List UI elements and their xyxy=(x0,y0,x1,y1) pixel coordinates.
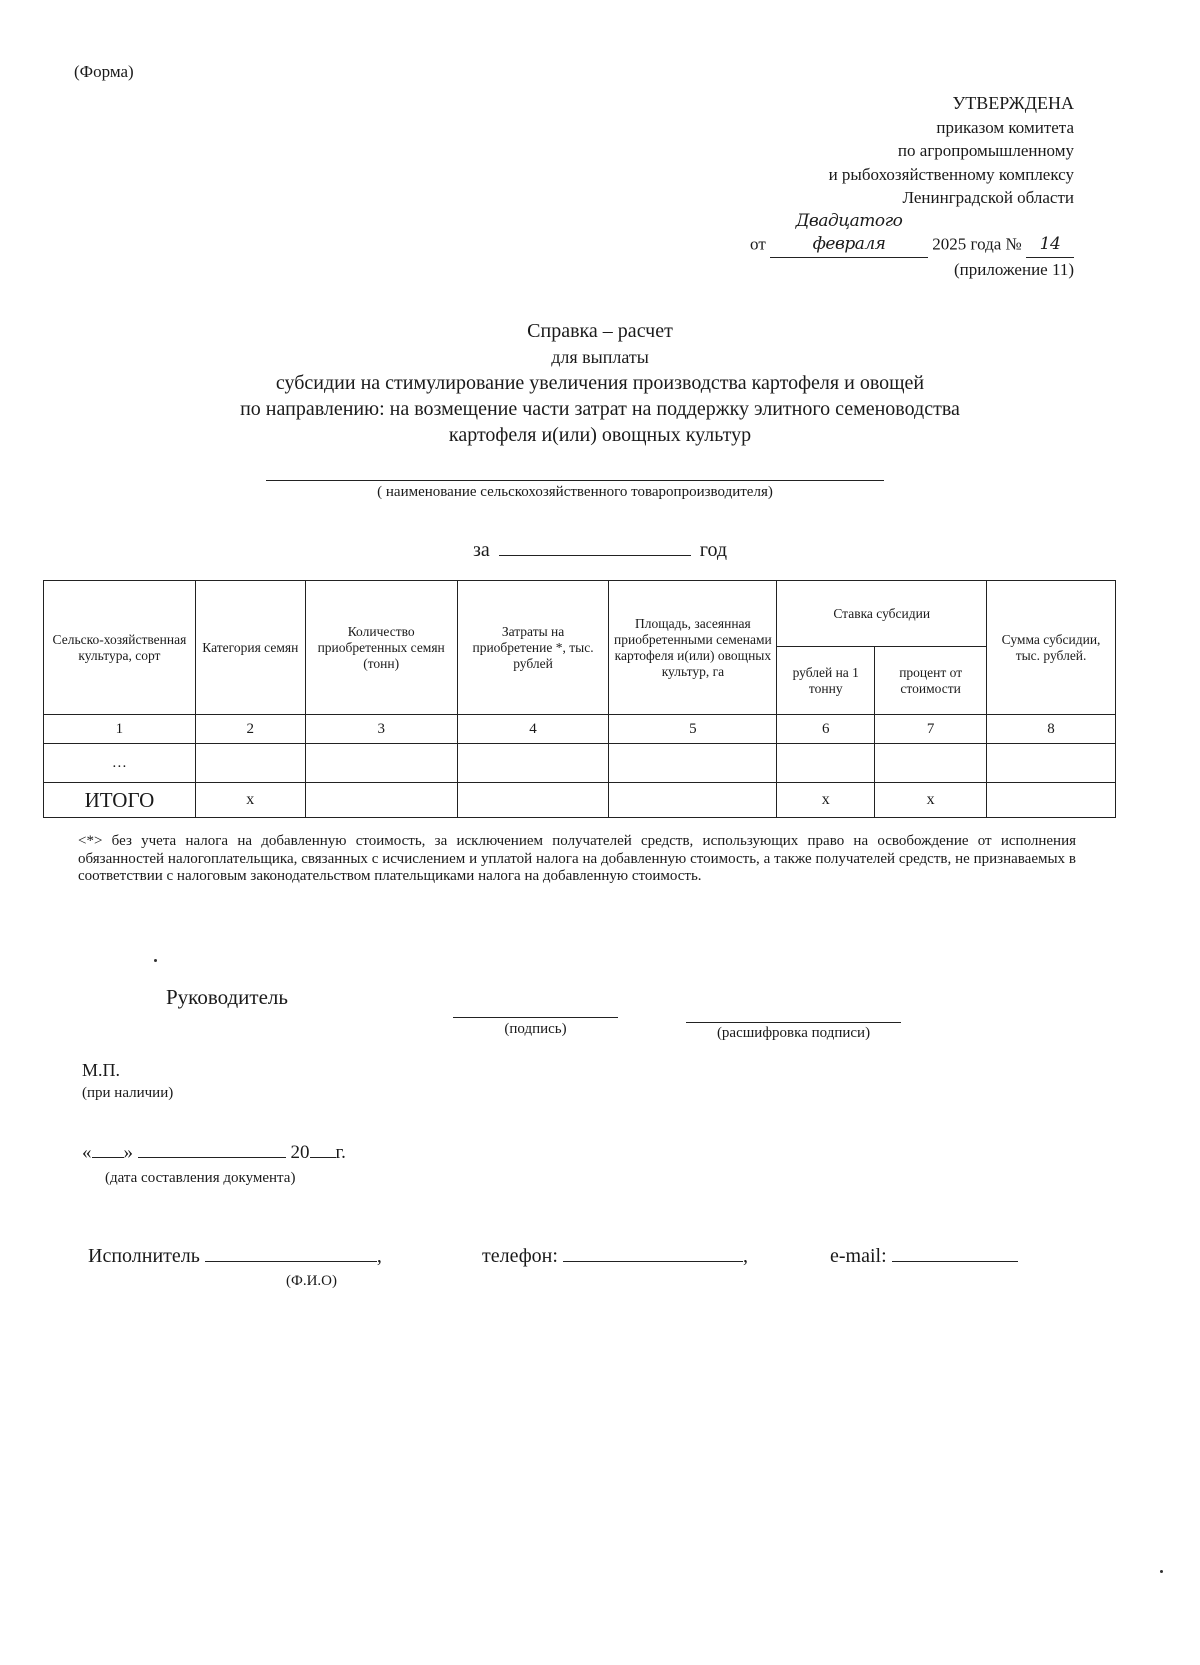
column-number: 5 xyxy=(609,715,777,744)
year-text: 2025 года № xyxy=(932,234,1022,253)
title-line: для выплаты xyxy=(551,347,649,367)
stamp-label: М.П. xyxy=(82,1060,121,1080)
table-row xyxy=(44,744,1116,783)
email-label: e-mail: xyxy=(830,1245,887,1267)
table-cell[interactable] xyxy=(777,744,875,783)
approval-line: приказом комитета xyxy=(936,117,1074,137)
head-label: Руководитель xyxy=(166,985,288,1009)
fio-caption: (Ф.И.О) xyxy=(286,1273,338,1289)
table-cell[interactable]: … xyxy=(44,744,196,783)
column-number: 1 xyxy=(44,715,196,744)
approval-line: по агропромышленному xyxy=(897,141,1074,160)
document-title xyxy=(0,318,1200,448)
phone-line: телефон: , xyxy=(482,1245,748,1267)
header-area: Площадь, засеянная приобретенными семенами картофеля и(или) овощных культур, га xyxy=(609,581,777,715)
approval-line: Ленинградской области xyxy=(902,188,1074,207)
producer-name-field[interactable] xyxy=(266,480,884,481)
handwritten-order-number: 14 xyxy=(1026,233,1074,258)
day-field[interactable] xyxy=(92,1142,124,1158)
title-line: картофеля и(или) овощных культур xyxy=(448,424,752,446)
table-cell[interactable] xyxy=(609,783,777,818)
header-quantity: Количество приобретенных семян (тонн) xyxy=(305,581,457,715)
executor-field[interactable] xyxy=(205,1246,377,1262)
table-row xyxy=(44,715,1116,744)
scan-speck xyxy=(1160,1570,1163,1573)
phone-field[interactable] xyxy=(563,1246,743,1262)
email-field[interactable] xyxy=(892,1246,1018,1262)
table-cell: х xyxy=(875,783,987,818)
column-number: 4 xyxy=(457,715,609,744)
year-prefix: за xyxy=(472,539,490,561)
year-line xyxy=(0,537,1200,562)
handwritten-date: Двадцатого февраля xyxy=(770,210,928,258)
table-cell[interactable] xyxy=(609,744,777,783)
year-field[interactable] xyxy=(499,537,691,556)
stamp-note: (при наличии) xyxy=(82,1085,174,1101)
header-rate-rub: рублей на 1 тонну xyxy=(777,647,875,715)
total-label: ИТОГО xyxy=(44,783,196,818)
footnote: <*> без учета налога на добавленную стоимость, за исключением получателей средств, использующих право на освобождение от исполнения обязанностей налогоплательщика, связанных с исчислением и уплатой налога на добавленную стоимость, а также получателей средств, не признаваемых в соответствии с налоговым законодательством плательщиками налога на добавленную стоимость. xyxy=(78,833,1076,884)
scan-speck xyxy=(154,959,157,962)
appendix-label: (приложение 11) xyxy=(953,259,1074,279)
header-crop: Сельско-хозяйственная культура, сорт xyxy=(44,581,196,715)
title-line: Справка – расчет xyxy=(527,320,673,342)
column-number: 2 xyxy=(195,715,305,744)
header-category: Категория семян xyxy=(195,581,305,715)
table-cell[interactable] xyxy=(987,783,1116,818)
table-cell[interactable] xyxy=(457,783,609,818)
header-costs: Затраты на приобретение *, тыс. рублей xyxy=(457,581,609,715)
title-line: по направлению: на возмещение части затрат на поддержку элитного семеноводства xyxy=(240,398,960,420)
open-quote: « xyxy=(82,1142,92,1163)
document-date-line xyxy=(82,1142,346,1164)
header-rate: Ставка субсидии xyxy=(777,581,987,647)
approval-date-line xyxy=(750,210,1074,258)
column-number: 8 xyxy=(987,715,1116,744)
header-sum: Сумма субсидии, тыс. рублей. xyxy=(987,581,1116,715)
year-short-field[interactable] xyxy=(310,1142,336,1158)
table-row-total xyxy=(44,783,1116,818)
month-field[interactable] xyxy=(138,1142,286,1158)
form-label: (Форма) xyxy=(74,62,134,81)
table-cell: х xyxy=(195,783,305,818)
producer-caption: ( наименование сельскохозяйственного товаропроизводителя) xyxy=(377,484,773,500)
title-line: субсидии на стимулирование увеличения производства картофеля и овощей xyxy=(275,372,925,394)
table-cell[interactable] xyxy=(195,744,305,783)
executor-line: Исполнитель , xyxy=(88,1245,382,1267)
header-rate-pct: процент от стоимости xyxy=(875,647,987,715)
century: 20 xyxy=(290,1142,310,1163)
phone-label: телефон: xyxy=(482,1245,558,1267)
signature-decoding-field[interactable] xyxy=(686,1022,901,1023)
table-cell[interactable] xyxy=(987,744,1116,783)
executor-label: Исполнитель xyxy=(88,1245,200,1267)
column-number: 7 xyxy=(875,715,987,744)
signature-field[interactable] xyxy=(453,1017,618,1018)
year-suffix-g: г. xyxy=(335,1142,346,1163)
table-cell[interactable] xyxy=(305,744,457,783)
calculation-table xyxy=(43,580,1116,818)
table-cell[interactable] xyxy=(875,744,987,783)
approval-block xyxy=(750,92,1074,281)
table-cell[interactable] xyxy=(457,744,609,783)
date-caption: (дата составления документа) xyxy=(105,1170,296,1186)
column-number: 3 xyxy=(305,715,457,744)
table-cell[interactable] xyxy=(305,783,457,818)
close-quote: » xyxy=(123,1142,133,1163)
email-line xyxy=(830,1245,1018,1268)
year-suffix: год xyxy=(699,539,728,561)
approval-title: УТВЕРЖДЕНА xyxy=(952,93,1074,113)
column-number: 6 xyxy=(777,715,875,744)
approval-line: и рыбохозяйственному комплексу xyxy=(828,164,1074,184)
signature-caption: (подпись) xyxy=(504,1021,567,1037)
date-prefix: от xyxy=(750,234,766,253)
signature-decoding-caption: (расшифровка подписи) xyxy=(716,1025,871,1041)
table-cell: х xyxy=(777,783,875,818)
